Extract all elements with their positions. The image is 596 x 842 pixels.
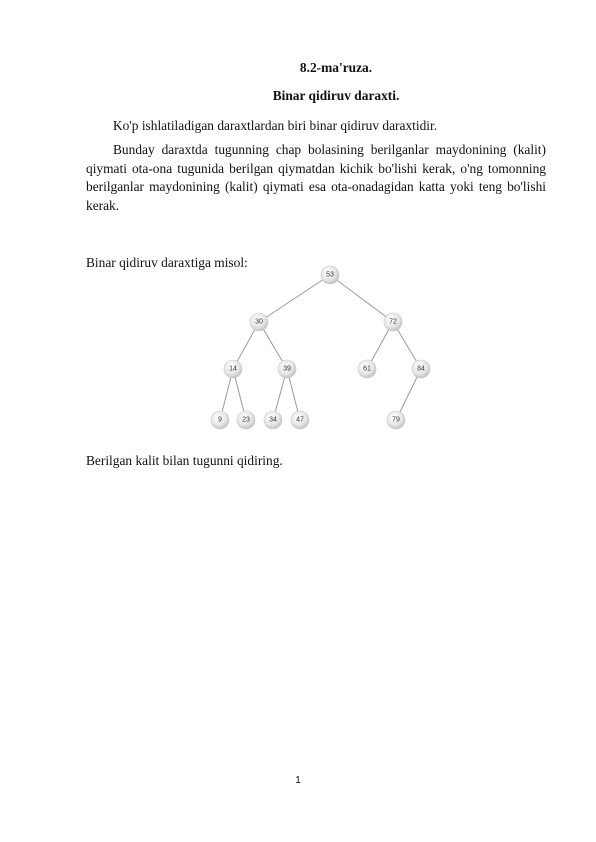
tree-node <box>387 411 405 429</box>
tree-node <box>412 360 430 378</box>
edge-53-72 <box>330 275 393 322</box>
paragraph-definition: Bunday daraxtda tugunning chap bolasining berilganlar maydonining (kalit) qiymati ota-ona tugunida berilgan qiymatdan kichik bo'lishi kerak, o'ng tomonning berilganlar maydonining (kalit) qiymati esa ota-onadagidan katta yoki teng bo'lishi kerak. <box>86 142 546 213</box>
tree-node <box>291 411 309 429</box>
tree-node <box>358 360 376 378</box>
tree-node-label: 39 <box>283 365 291 373</box>
tree-node-label: 14 <box>229 365 237 373</box>
tree-node-label: 23 <box>242 416 250 424</box>
paragraph-example-label: Binar qidiruv daraxtiga misol: <box>86 255 248 270</box>
tree-node-label: 47 <box>296 416 304 424</box>
tree-node <box>250 313 268 331</box>
tree-node-label: 9 <box>218 416 222 424</box>
tree-node-label: 84 <box>417 365 425 373</box>
tree-node <box>264 411 282 429</box>
tree-node-label: 34 <box>269 416 277 424</box>
tree-node-label: 72 <box>389 318 397 326</box>
lecture-subtitle: Binar qidiruv daraxti. <box>272 88 400 103</box>
paragraph-intro: Ko'p ishlatiladigan daraxtlardan biri binar qidiruv daraxtidir. <box>113 118 438 133</box>
lecture-title: 8.2-ma'ruza. <box>299 60 373 75</box>
paragraph-task: Berilgan kalit bilan tugunni qidiring. <box>86 453 283 468</box>
tree-node-label: 53 <box>326 271 334 279</box>
tree-node <box>384 313 402 331</box>
edge-53-30 <box>259 275 330 322</box>
tree-node-label: 30 <box>255 318 263 326</box>
tree-node <box>224 360 242 378</box>
tree-node <box>278 360 296 378</box>
tree-node-label: 61 <box>363 365 371 373</box>
tree-node <box>321 266 339 284</box>
tree-node <box>211 411 229 429</box>
tree-node-label: 79 <box>392 416 400 424</box>
tree-node <box>237 411 255 429</box>
page-number: 1 <box>295 775 301 786</box>
